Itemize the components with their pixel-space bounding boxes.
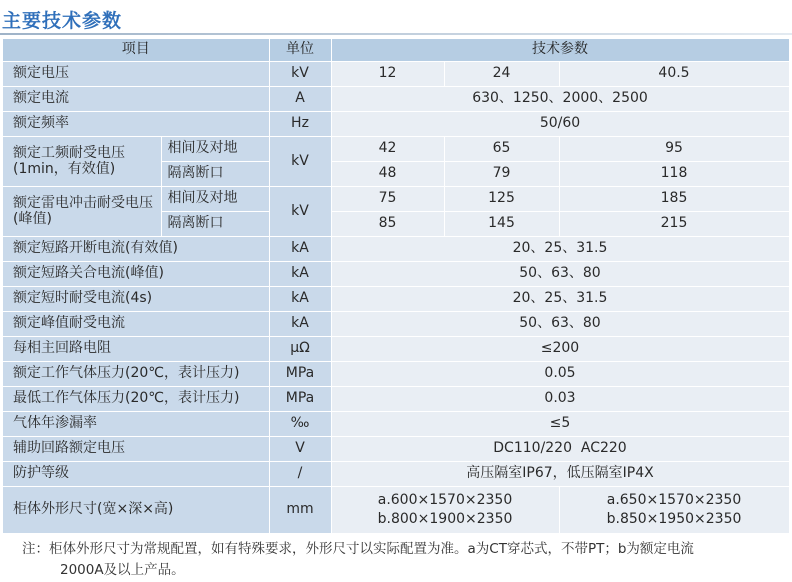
table-row <box>3 287 789 312</box>
row-label: 每相主回路电阻 <box>3 337 269 362</box>
row-value: 48 <box>331 162 444 187</box>
row-value: 24 <box>444 62 559 87</box>
row-unit: kV <box>269 137 331 187</box>
row-value: 85 <box>331 212 444 237</box>
row-value: 12 <box>331 62 444 87</box>
row-value: 65 <box>444 137 559 162</box>
row-label: 额定短路关合电流(峰值) <box>3 262 269 287</box>
row-label: 额定频率 <box>3 112 269 137</box>
row-unit: V <box>269 437 331 462</box>
row-value: 75 <box>331 187 444 212</box>
row-label: 辅助回路额定电压 <box>3 437 269 462</box>
dimension-b: b.800×1900×2350 <box>377 511 513 527</box>
row-label: 额定短时耐受电流(4s) <box>3 287 269 312</box>
row-value: 50/60 <box>331 112 789 137</box>
dimension-a: a.650×1570×2350 <box>606 492 742 508</box>
row-value: 50、63、80 <box>331 262 789 287</box>
row-value: 118 <box>559 162 789 187</box>
row-unit: kA <box>269 237 331 262</box>
row-unit: kA <box>269 262 331 287</box>
row-label: 额定工作气体压力(20℃，表计压力) <box>3 362 269 387</box>
row-sublabel: 相间及对地 <box>161 187 269 212</box>
row-sublabel: 隔离断口 <box>161 162 269 187</box>
row-value: 高压隔室IP67，低压隔室IP4X <box>331 462 789 487</box>
table-row <box>3 337 789 362</box>
row-label: 额定雷电冲击耐受电压(峰值) <box>3 187 161 237</box>
row-value: 20、25、31.5 <box>331 237 789 262</box>
row-unit: ‰ <box>269 412 331 437</box>
footnote <box>22 539 787 581</box>
row-unit: MPa <box>269 362 331 387</box>
row-label: 防护等级 <box>3 462 269 487</box>
row-unit: kV <box>269 187 331 237</box>
row-value: ≤200 <box>331 337 789 362</box>
row-value: 0.03 <box>331 387 789 412</box>
header-params: 技术参数 <box>331 39 789 62</box>
table-row <box>3 362 789 387</box>
row-value: 125 <box>444 187 559 212</box>
table-row <box>3 187 789 212</box>
dimension-a: a.600×1570×2350 <box>377 492 513 508</box>
dimension-b: b.850×1950×2350 <box>606 511 742 527</box>
row-label: 额定电压 <box>3 62 269 87</box>
table-row <box>3 237 789 262</box>
row-label: 额定工频耐受电压(1min，有效值) <box>3 137 161 187</box>
row-value: 50、63、80 <box>331 312 789 337</box>
header-item: 项目 <box>3 39 269 62</box>
table-row <box>3 312 789 337</box>
row-value: 40.5 <box>559 62 789 87</box>
row-label: 气体年渗漏率 <box>3 412 269 437</box>
table-row <box>3 137 789 162</box>
row-unit: kA <box>269 287 331 312</box>
row-value <box>559 487 789 534</box>
row-label: 最低工作气体压力(20℃，表计压力) <box>3 387 269 412</box>
table-row <box>3 62 789 87</box>
row-unit: MPa <box>269 387 331 412</box>
row-unit: mm <box>269 487 331 534</box>
row-label: 额定电流 <box>3 87 269 112</box>
row-label: 额定峰值耐受电流 <box>3 312 269 337</box>
footnote-line: 2000A及以上产品。 <box>60 562 185 578</box>
row-value: 95 <box>559 137 789 162</box>
row-value: 145 <box>444 212 559 237</box>
row-value: 0.05 <box>331 362 789 387</box>
row-value: ≤5 <box>331 412 789 437</box>
tech-params-table <box>3 39 790 534</box>
row-value: 185 <box>559 187 789 212</box>
row-sublabel: 隔离断口 <box>161 212 269 237</box>
row-unit: / <box>269 462 331 487</box>
row-unit: kV <box>269 62 331 87</box>
table-row <box>3 412 789 437</box>
table-row <box>3 462 789 487</box>
table-row <box>3 262 789 287</box>
title-divider <box>0 33 792 35</box>
table-row <box>3 112 789 137</box>
table-row <box>3 487 789 534</box>
footnote-line: 注：柜体外形尺寸为常规配置，如有特殊要求，外形尺寸以实际配置为准。a为CT穿芯式，不带PT；b为额定电流 <box>22 541 694 557</box>
row-value: 215 <box>559 212 789 237</box>
header-unit: 单位 <box>269 39 331 62</box>
table-row <box>3 437 789 462</box>
page-title: 主要技术参数 <box>2 10 123 32</box>
table-row <box>3 387 789 412</box>
row-unit: kA <box>269 312 331 337</box>
row-label: 柜体外形尺寸(宽×深×高) <box>3 487 269 534</box>
row-value: 42 <box>331 137 444 162</box>
row-label: 额定短路开断电流(有效值) <box>3 237 269 262</box>
row-value: 20、25、31.5 <box>331 287 789 312</box>
row-value: 79 <box>444 162 559 187</box>
row-value <box>331 487 559 534</box>
row-unit: A <box>269 87 331 112</box>
table-header-row <box>3 39 789 62</box>
row-value: 630、1250、2000、2500 <box>331 87 789 112</box>
row-unit: μΩ <box>269 337 331 362</box>
row-sublabel: 相间及对地 <box>161 137 269 162</box>
row-value: DC110/220 AC220 <box>331 437 789 462</box>
table-row <box>3 87 789 112</box>
row-unit: Hz <box>269 112 331 137</box>
